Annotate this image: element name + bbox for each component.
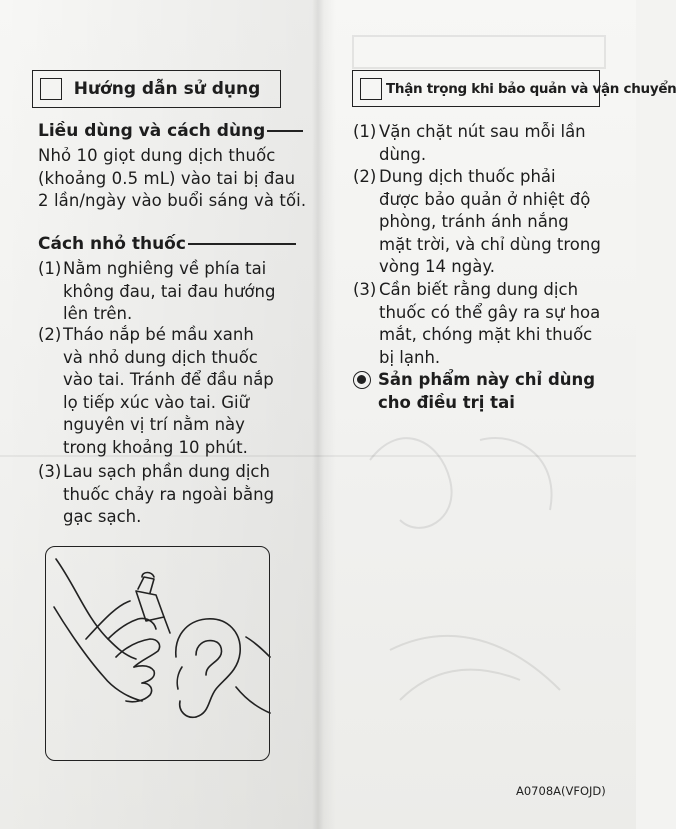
step-line: Nằm nghiêng về phía tai — [63, 259, 267, 278]
precaution-number: (1) — [353, 122, 377, 141]
hand-holding-bottle-drawing — [46, 547, 271, 762]
precaution-line: Cần biết rằng dung dịch — [379, 280, 579, 299]
precaution-number: (2) — [353, 167, 377, 186]
note-line: Sản phẩm này chỉ dùng — [378, 370, 596, 389]
step-number: (3) — [38, 462, 62, 481]
precaution-line: phòng, tránh ánh nắng — [379, 212, 569, 231]
step-line: thuốc chảy ra ngoài bằng — [63, 484, 275, 504]
ear-drop-illustration — [45, 546, 270, 761]
step-line: vào tai. Tránh để đầu nắp — [63, 370, 274, 389]
step-line: trong khoảng 10 phút. — [63, 437, 248, 457]
precaution-line: được bảo quản ở nhiệt độ — [379, 189, 591, 209]
step-line: gạc sạch. — [63, 507, 142, 526]
note-line: cho điều trị tai — [378, 392, 515, 412]
precaution-line: vòng 14 ngày. — [379, 257, 495, 276]
bleed-through-box — [352, 35, 606, 69]
administration-step-1 — [38, 258, 282, 328]
checkbox-square-icon — [360, 78, 382, 100]
dosage-section-title — [38, 121, 303, 141]
dosage-line: Nhỏ 10 giọt dung dịch thuốc — [38, 146, 276, 165]
dosage-line: (khoảng 0.5 mL) vào tai bị đau — [38, 168, 296, 188]
precaution-2 — [353, 166, 603, 282]
step-line: nguyên vị trí nằm này — [63, 415, 245, 434]
dosage-title-text: Liều dùng và cách dùng — [38, 121, 266, 141]
step-line: lên trên. — [63, 304, 133, 323]
usage-instructions-title: Hướng dẫn sử dụng — [73, 79, 261, 99]
administration-title-text: Cách nhỏ thuốc — [38, 234, 186, 254]
step-line: không đau, tai đau hướng — [63, 281, 276, 301]
precaution-line: mắt, chóng mặt khi thuốc — [379, 325, 593, 344]
storage-precautions-header — [352, 70, 676, 107]
administration-step-2 — [38, 324, 282, 464]
step-line: và nhỏ dung dịch thuốc — [63, 347, 258, 367]
step-line: Tháo nắp bé mầu xanh — [63, 325, 254, 344]
precaution-line: thuốc có thể gây ra sự hoa — [379, 302, 601, 322]
storage-precautions-title: Thận trọng khi bảo quản và vận chuyển — [386, 80, 676, 97]
dosage-line: 2 lần/ngày vào buổi sáng và tối. — [38, 191, 307, 210]
precaution-line: dùng. — [379, 144, 427, 164]
precaution-1 — [353, 121, 603, 169]
precaution-line: Vặn chặt nút sau mỗi lần — [379, 122, 586, 141]
precaution-line: mặt trời, và chỉ dùng trong — [379, 234, 601, 254]
ear-only-note — [353, 369, 595, 414]
step-line: lọ tiếp xúc vào tai. Giữ — [63, 392, 250, 412]
radio-bullet-icon — [353, 371, 371, 389]
precaution-number: (3) — [353, 280, 377, 299]
bleed-through-drawing — [330, 400, 630, 730]
step-number: (1) — [38, 259, 62, 278]
administration-section-title — [38, 234, 296, 254]
dosage-paragraph — [38, 145, 306, 213]
step-number: (2) — [38, 325, 62, 344]
checkbox-square-icon — [40, 78, 62, 100]
step-line: Lau sạch phần dung dịch — [63, 462, 270, 481]
precaution-3 — [353, 279, 603, 371]
precaution-line: bị lạnh. — [379, 347, 441, 367]
administration-step-3 — [38, 461, 282, 531]
title-rule — [267, 130, 303, 131]
precaution-line: Dung dịch thuốc phải — [379, 167, 556, 186]
usage-instructions-header — [32, 70, 281, 108]
title-rule — [188, 243, 296, 244]
document-code: A0708A(VFOJD) — [516, 784, 606, 798]
